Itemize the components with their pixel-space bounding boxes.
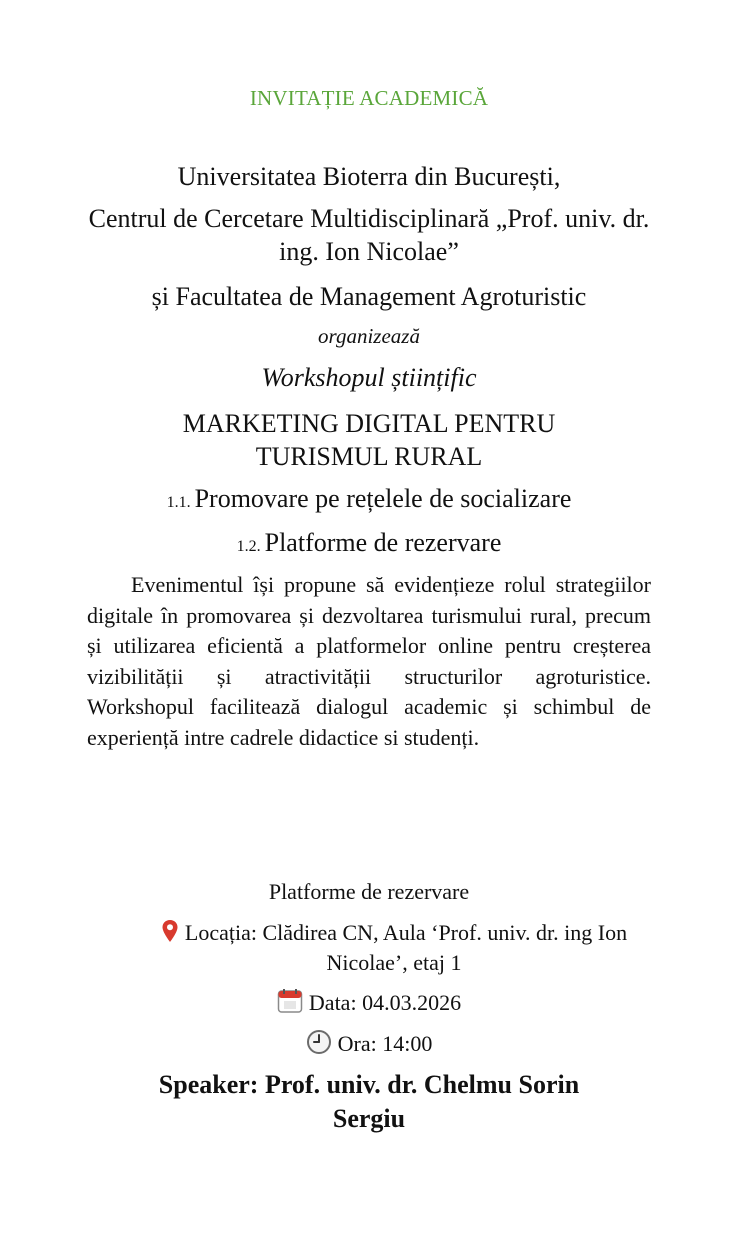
topic-label: Platforme de rezervare <box>264 528 502 557</box>
detail-location <box>140 918 648 978</box>
organizer-faculty: și Facultatea de Management Agroturistic <box>151 282 587 311</box>
topic-item <box>0 528 738 558</box>
topic-item <box>0 484 738 514</box>
topic-number: 1.2. <box>236 538 261 555</box>
detail-date-text: Data: 04.03.2026 <box>308 990 462 1015</box>
pin-icon <box>161 918 179 948</box>
event-title: MARKETING DIGITAL PENTRU TURISMUL RURAL <box>182 409 556 471</box>
detail-platform: Platforme de rezervare <box>268 879 470 904</box>
topic-number: 1.1. <box>166 494 191 511</box>
speaker-line: Speaker: Prof. univ. dr. Chelmu Sorin Sergiu <box>158 1070 580 1133</box>
invitation-heading: INVITAȚIE ACADEMICĂ <box>249 86 489 110</box>
detail-date <box>0 988 738 1016</box>
event-type: Workshopul științific <box>261 363 477 392</box>
calendar-icon <box>277 988 303 1015</box>
detail-location-text: Locația: Clădirea CN, Aula ‘Prof. univ. dr. ing Ion Nicolae’, etaj 1 <box>184 920 628 975</box>
detail-time <box>0 1029 738 1057</box>
organizer-university: Universitatea Bioterra din București, <box>177 162 561 191</box>
event-description: Evenimentul își propune să evidențieze rolul strategiilor digitale în promovarea și dezvoltarea turismului rural, precum și utilizarea eficientă a platformelor online pentru creșterea vizibilității și atractivității structurilor agroturistice. Workshopul facilitează dialogul academic și schimbul de experiență intre cadrele didactice si studenți. <box>87 572 651 750</box>
organizer-center: Centrul de Cercetare Multidisciplinară „Prof. univ. dr. ing. Ion Nicolae” <box>88 204 650 266</box>
organizes-verb: organizează <box>318 324 420 348</box>
topic-label: Promovare pe rețelele de socializare <box>194 484 572 513</box>
detail-time-text: Ora: 14:00 <box>337 1031 433 1056</box>
clock-icon <box>306 1029 332 1056</box>
